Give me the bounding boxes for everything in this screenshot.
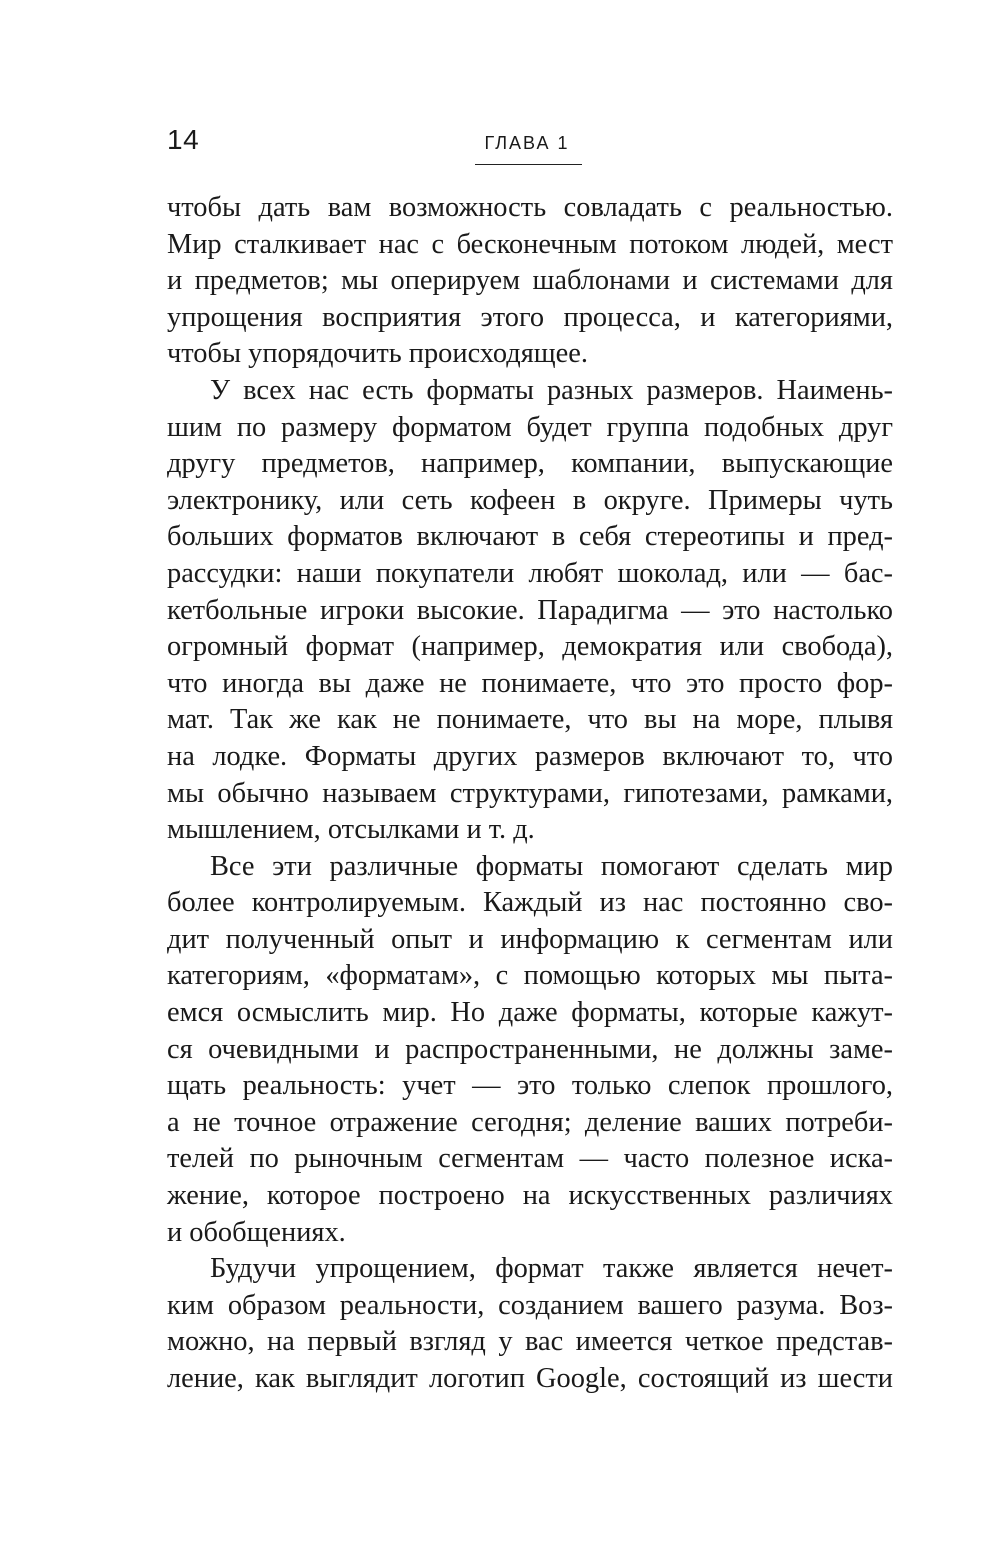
text-line: ление, как выглядит логотип Google, состоящий из шести bbox=[167, 1363, 893, 1394]
text-line: мат. Так же как не понимаете, что вы на море, плывя bbox=[167, 704, 893, 736]
text-line: ся очевидными и распространенными, не должны заме- bbox=[167, 1033, 893, 1065]
text-line: жение, которое построено на искусственных различиях bbox=[167, 1180, 893, 1212]
text-line: чтобы упорядочить происходящее. bbox=[167, 338, 588, 370]
text-line: Все эти различные форматы помогают сделать мир bbox=[210, 850, 893, 882]
text-line: можно, на первый взгляд у вас имеется четкое представ- bbox=[167, 1326, 893, 1358]
body-text bbox=[167, 190, 893, 1398]
text-line: больших форматов включают в себя стереотипы и пред- bbox=[167, 521, 893, 553]
text-line: электронику, или сеть кофеен в округе. Примеры чуть bbox=[167, 484, 893, 516]
paragraph bbox=[167, 849, 893, 1252]
text-line: кетбольные игроки высокие. Парадигма — это настолько bbox=[167, 594, 893, 626]
text-line: емся осмыслить мир. Но даже форматы, которые кажут- bbox=[167, 997, 893, 1029]
text-line: мы обычно называем структурами, гипотезами, рамками, bbox=[167, 777, 893, 809]
text-line: У всех нас есть форматы разных размеров. Наимень- bbox=[210, 374, 893, 406]
text-line: что иногда вы даже не понимаете, что это просто фор- bbox=[167, 667, 893, 699]
text-line: дит полученный опыт и информацию к сегментам или bbox=[167, 923, 893, 955]
text-line: более контролируемым. Каждый из нас постоянно сво- bbox=[167, 887, 893, 919]
text-line: и обобщениях. bbox=[167, 1216, 346, 1248]
text-line: другу предметов, например, компании, выпускающие bbox=[167, 448, 893, 480]
paragraph bbox=[167, 373, 893, 849]
text-line: мышлением, отсылками и т. д. bbox=[167, 814, 535, 846]
text-line: чтобы дать вам возможность совладать с реальностью. bbox=[167, 192, 893, 223]
text-line: упрощения восприятия этого процесса, и категориями, bbox=[167, 301, 893, 333]
page-number: 14 bbox=[167, 124, 200, 155]
running-head-rule bbox=[475, 164, 582, 165]
text-line: Мир сталкивает нас с бесконечным потоком людей, мест bbox=[167, 228, 893, 260]
text-line: шим по размеру форматом будет группа подобных друг bbox=[167, 411, 893, 443]
running-head: ГЛАВА 1 bbox=[484, 133, 570, 153]
text-line: огромный формат (например, демократия или свобода), bbox=[167, 631, 893, 663]
text-line: категориям, «форматам», с помощью которых мы пыта- bbox=[167, 960, 893, 992]
text-line: рассудки: наши покупатели любят шоколад, или — бас- bbox=[167, 557, 893, 589]
text-line: телей по рыночным сегментам — часто полезное иска- bbox=[167, 1143, 893, 1175]
text-line: а не точное отражение сегодня; деление ваших потреби- bbox=[167, 1106, 893, 1138]
paragraph bbox=[167, 190, 893, 373]
text-line: Будучи упрощением, формат также является нечет- bbox=[210, 1253, 893, 1285]
text-line: щать реальность: учет — это только слепок прошлого, bbox=[167, 1070, 893, 1102]
paragraph bbox=[167, 1251, 893, 1397]
text-line: на лодке. Форматы других размеров включают то, что bbox=[167, 740, 893, 772]
text-line: ким образом реальности, созданием вашего разума. Воз- bbox=[167, 1289, 893, 1321]
text-line: и предметов; мы оперируем шаблонами и системами для bbox=[167, 265, 893, 297]
